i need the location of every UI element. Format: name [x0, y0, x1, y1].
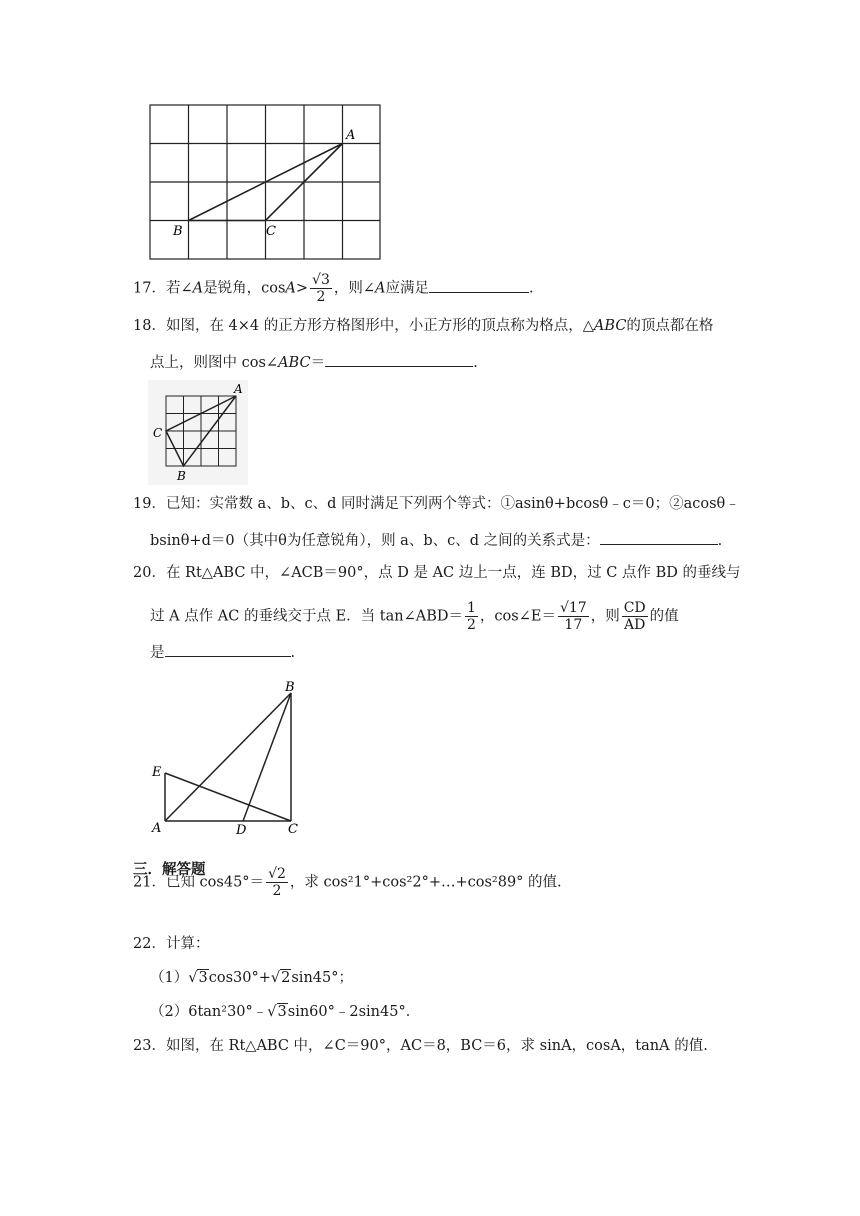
fig3-label-b: B — [285, 680, 295, 695]
fig3-label-d: D — [236, 823, 247, 838]
fraction-cd-over-ad: $\frac{CD}{AD}$ — [623, 600, 646, 633]
fig1-label-a: A — [346, 128, 356, 143]
question-20-line-3: 是 . — [150, 640, 295, 663]
question-22-part-1: （1）√3cos30°+√2sin45°； — [150, 970, 353, 986]
question-19-line-1: 19．已知：实常数 a、b、c、d 同时满足下列两个等式：①asinθ+bcosθ﹣c＝0；②acosθ﹣ — [133, 496, 740, 512]
question-20-line-1: 20．在 Rt△ABC 中，∠ACB＝90°，点 D 是 AC 边上一点，连 BD，过 C 点作 BD 的垂线与 — [133, 565, 741, 581]
answer-blank-20[interactable] — [165, 640, 291, 657]
answer-blank-19[interactable] — [600, 528, 718, 545]
question-17: 17．若∠A是锐角，cosA> $\frac{√3}{2}$ ，则∠A应满足 . — [133, 272, 534, 305]
figure-grid-triangle-1 — [148, 103, 384, 263]
fig2-label-a: A — [234, 382, 243, 396]
section-heading-3: 三．解答题 — [133, 861, 206, 878]
fraction-sqrt2-over-2: $\frac{√2}{2}$ — [268, 866, 286, 899]
fig2-label-c: C — [153, 426, 163, 440]
sqrt-2: √2 — [270, 970, 291, 986]
fraction-sqrt3-over-2: $\frac{√3}{2}$ — [312, 272, 330, 305]
question-19-line-2: bsinθ+d＝0（其中θ为任意锐角），则 a、b、c、d 之间的关系式是： . — [150, 528, 722, 551]
figure-right-triangle-3 — [148, 675, 308, 840]
answer-blank-18[interactable] — [325, 350, 473, 367]
question-23: 23．如图，在 Rt△ABC 中，∠C＝90°，AC＝8，BC＝6，求 sinA，cosA，tanA 的值. — [133, 1038, 708, 1054]
question-21: 21．已知 cos45°＝ $\frac{√2}{2}$ ，求 cos²1°+cos²2°+…+cos²89° 的值. — [133, 866, 562, 899]
answer-blank-17[interactable] — [429, 276, 529, 293]
sqrt-3-b: √3 — [267, 1004, 287, 1020]
fig2-label-b: B — [177, 469, 186, 483]
fig3-label-e: E — [152, 765, 162, 780]
fraction-1-over-2: $\frac{1}{2}$ — [467, 600, 476, 633]
fraction-sqrt17-over-17: $\frac{√17}{17}$ — [559, 600, 587, 633]
fig3-label-a: A — [152, 821, 162, 836]
sqrt-3: √3 — [188, 970, 208, 986]
question-18-line-1: 18．如图，在 4×4 的正方形方格图形中，小正方形的顶点称为格点，△ABC的顶点都在格 — [133, 318, 714, 334]
fig1-label-b: B — [173, 224, 183, 239]
question-20-line-2: 过 A 点作 AC 的垂线交于点 E．当 tan∠ABD＝ $\frac{1}{2}$ ，cos∠E＝ $\frac{√17}{17}$ ，则 $\frac{CD}{AD}$ 的值 — [150, 600, 679, 633]
question-18-line-2: 点上，则图中 cos∠ABC＝ . — [150, 350, 478, 373]
question-22-title: 22．计算： — [133, 936, 210, 952]
fig1-label-c: C — [266, 224, 276, 239]
figure-grid-triangle-2 — [148, 380, 248, 485]
question-22-part-2: （2）6tan²30°﹣√3sin60°﹣2sin45°． — [150, 1004, 421, 1020]
fig3-label-c: C — [288, 822, 298, 837]
